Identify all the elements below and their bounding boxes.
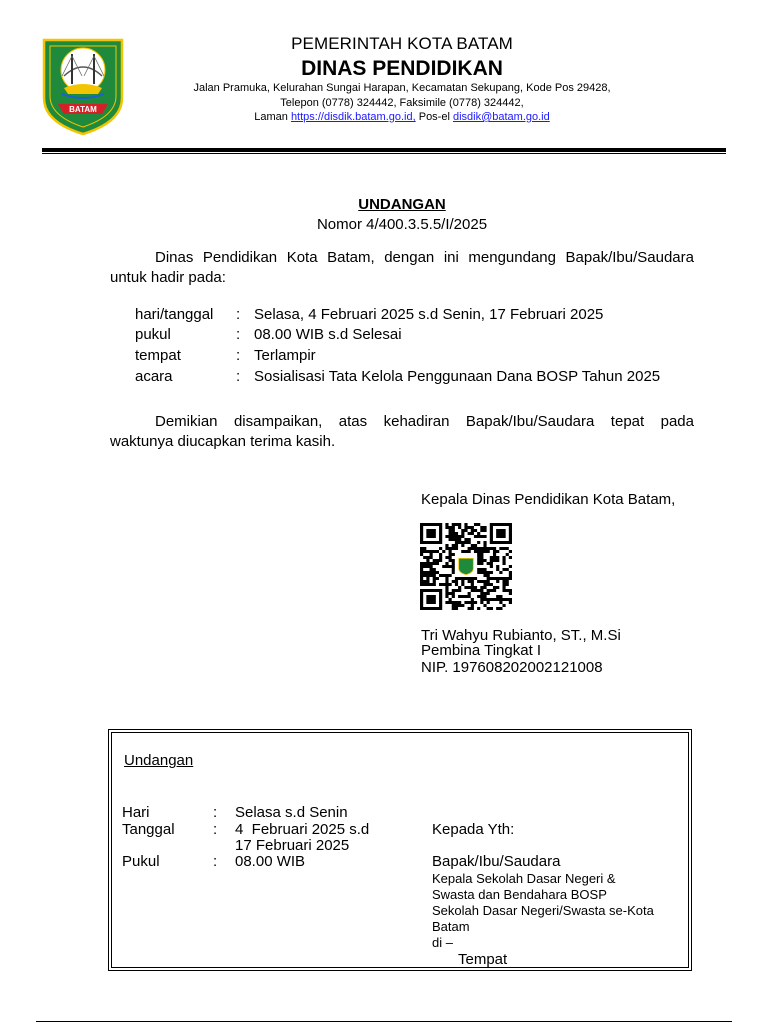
envelope-colon: : [213, 853, 218, 870]
agency-phone: Telepon (0778) 324442, Faksimile (0778) 324442, [280, 97, 524, 109]
envelope-recipient-detail-1: Kepala Sekolah Dasar Negeri & [432, 871, 616, 886]
detail-value-time: 08.00 WIB s.d Selesai [254, 326, 402, 343]
envelope-place: Tempat [458, 951, 508, 968]
email-link[interactable]: disdik@batam.go.id [452, 111, 550, 123]
opening-paragraph-line2: untuk hadir pada: [110, 269, 226, 286]
envelope-value-day: Selasa s.d Senin [235, 804, 348, 821]
envelope-box-inner [111, 732, 689, 968]
qr-center-emblem-icon [459, 558, 474, 574]
envelope-value-time: 08.00 WIB [235, 853, 306, 870]
agency-name: DINAS PENDIDIKAN [301, 57, 503, 80]
envelope-recipient-detail-3: Sekolah Dasar Negeri/Swasta se-Kota [432, 903, 654, 918]
detail-label-event: acara [135, 368, 173, 385]
envelope-recipient-detail-2: Swasta dan Bendahara BOSP [432, 887, 607, 902]
detail-colon: : [236, 326, 241, 343]
logo-text: BATAM [69, 105, 97, 114]
envelope-to-label: Kepada Yth: [432, 821, 515, 838]
batam-city-logo-icon [42, 36, 124, 136]
letterhead-divider-thin [42, 153, 726, 154]
letter-number: Nomor 4/400.3.5.5/I/2025 [316, 216, 488, 233]
envelope-colon: : [213, 804, 218, 821]
email-label: Pos-el [415, 111, 453, 123]
signatory-position: Kepala Dinas Pendidikan Kota Batam, [421, 491, 676, 508]
closing-paragraph-line1: Demikian disampaikan, atas kehadiran Bapak/Ibu/Saudara tepat pada [155, 413, 694, 430]
web-label: Laman [254, 111, 291, 123]
detail-value-event: Sosialisasi Tata Kelola Penggunaan Dana BOSP Tahun 2025 [254, 368, 661, 385]
agency-contacts [150, 111, 654, 123]
detail-label-date: hari/tanggal [135, 306, 214, 323]
envelope-label-day: Hari [122, 804, 150, 821]
signatory-nip: NIP. 197608202002121008 [421, 659, 603, 676]
detail-value-date: Selasa, 4 Februari 2025 s.d Senin, 17 Februari 2025 [254, 306, 604, 323]
envelope-value-date-end: 17 Februari 2025 [235, 837, 350, 854]
detail-label-place: tempat [135, 347, 181, 364]
signature-qr-code-icon [420, 523, 512, 610]
closing-paragraph-line2: waktunya diucapkan terima kasih. [110, 433, 336, 450]
letter-title: UNDANGAN [358, 196, 446, 213]
envelope-colon: : [213, 821, 218, 838]
envelope-value-date: 4 Februari 2025 s.d [235, 821, 370, 838]
envelope-di: di – [432, 935, 453, 950]
envelope-title: Undangan [124, 752, 194, 769]
envelope-label-time: Pukul [122, 853, 160, 870]
detail-colon: : [236, 368, 241, 385]
website-link[interactable]: https://disdik.batam.go.id, [290, 111, 416, 123]
detail-colon: : [236, 306, 241, 323]
envelope-recipient-detail-4: Batam [432, 919, 470, 934]
agency-address: Jalan Pramuka, Kelurahan Sungai Harapan, Kecamatan Sekupang, Kode Pos 29428, [193, 82, 611, 94]
signatory-name: Tri Wahyu Rubianto, ST., M.Si [421, 627, 621, 644]
envelope-label-date: Tanggal [122, 821, 175, 838]
letterhead-divider-thick [42, 148, 726, 152]
signatory-rank: Pembina Tingkat I [421, 642, 542, 659]
government-name: PEMERINTAH KOTA BATAM [291, 34, 513, 53]
detail-value-place: Terlampir [254, 347, 316, 364]
opening-paragraph-line1: Dinas Pendidikan Kota Batam, dengan ini mengundang Bapak/Ibu/Saudara [155, 249, 694, 266]
detail-label-time: pukul [135, 326, 171, 343]
page-bottom-rule [36, 1021, 732, 1022]
detail-colon: : [236, 347, 241, 364]
envelope-recipient: Bapak/Ibu/Saudara [432, 853, 561, 870]
